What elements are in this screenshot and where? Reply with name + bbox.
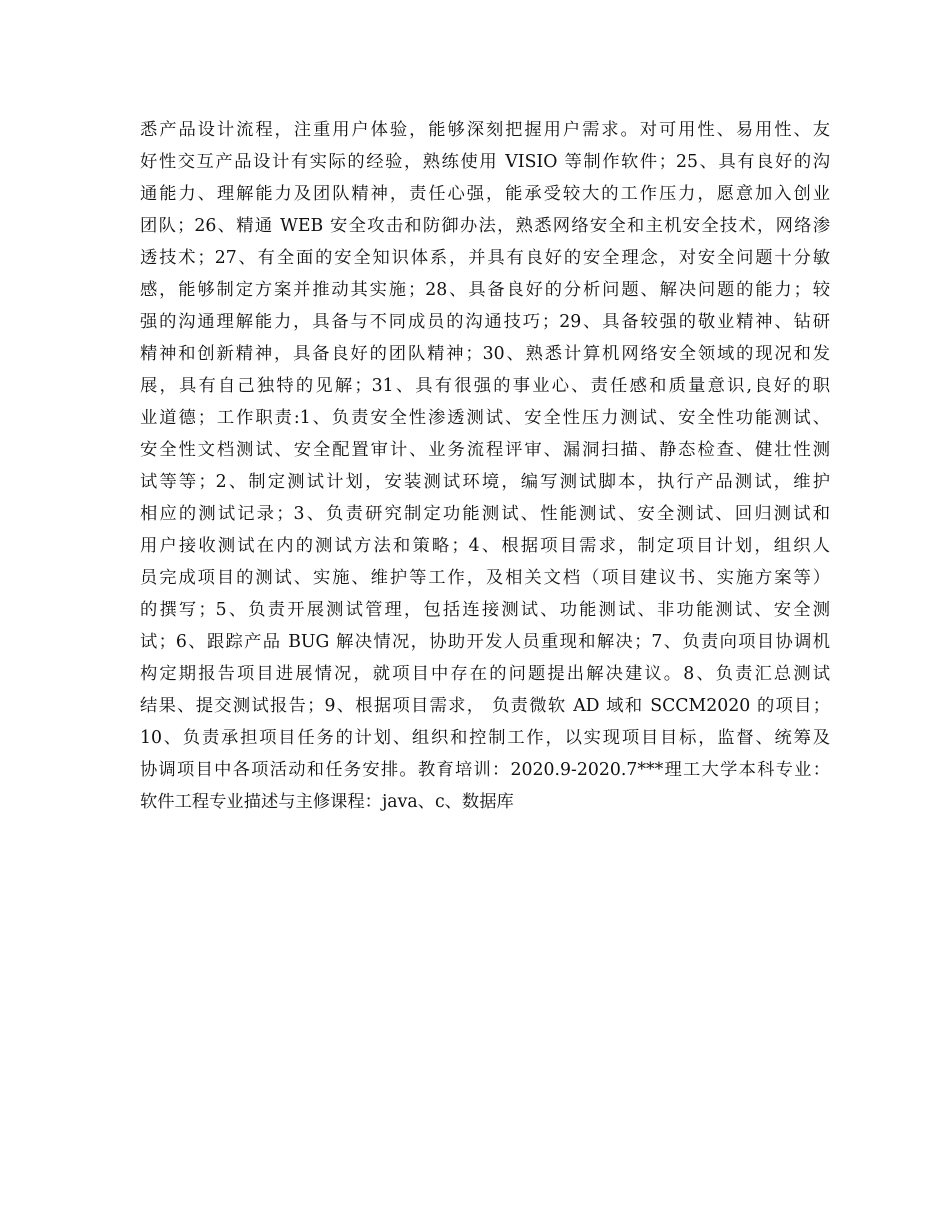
body-paragraph	[140, 114, 830, 818]
text-line: 试；6、跟踪产品 BUG 解决情况，协助开发人员重现和解决；7、负责向项目协调机	[140, 632, 830, 652]
text-line: 员完成项目的测试、实施、维护等工作，及相关文档（项目建议书、实施方案等）	[140, 568, 830, 588]
text-line: 展，具有自己独特的见解；31、具有很强的事业心、责任感和质量意识,良好的职	[140, 376, 830, 396]
text-line: 透技术；27、有全面的安全知识体系，并具有良好的安全理念，对安全问题十分敏	[140, 248, 830, 268]
text-line: 团队；26、精通 WEB 安全攻击和防御办法，熟悉网络安全和主机安全技术，网络渗	[140, 216, 830, 236]
text-line: 试等等；2、制定测试计划，安装测试环境，编写测试脚本，执行产品测试，维护	[140, 472, 830, 492]
text-line: 结果、提交测试报告；9、根据项目需求， 负责微软 AD 域和 SCCM2020 的项目；	[140, 696, 830, 716]
text-line: 协调项目中各项活动和任务安排。教育培训：2020.9-2020.7***理工大学本科专业：	[140, 760, 830, 780]
text-line: 精神和创新精神，具备良好的团队精神；30、熟悉计算机网络安全领域的现况和发	[140, 344, 830, 364]
text-line-last: 软件工程专业描述与主修课程：java、c、数据库	[140, 792, 514, 812]
text-line: 的撰写；5、负责开展测试管理，包括连接测试、功能测试、非功能测试、安全测	[140, 600, 830, 620]
text-line: 业道德；工作职责:1、负责安全性渗透测试、安全性压力测试、安全性功能测试、	[140, 408, 830, 428]
text-line: 强的沟通理解能力，具备与不同成员的沟通技巧；29、具备较强的敬业精神、钻研	[140, 312, 830, 332]
text-line: 构定期报告项目进展情况，就项目中存在的问题提出解决建议。8、负责汇总测试	[140, 664, 830, 684]
text-line: 相应的测试记录；3、负责研究制定功能测试、性能测试、安全测试、回归测试和	[140, 504, 830, 524]
text-line: 安全性文档测试、安全配置审计、业务流程评审、漏洞扫描、静态检查、健壮性测	[140, 440, 830, 460]
text-line: 感，能够制定方案并推动其实施；28、具备良好的分析问题、解决问题的能力；较	[140, 280, 830, 300]
text-line: 好性交互产品设计有实际的经验，熟练使用 VISIO 等制作软件；25、具有良好的沟	[140, 152, 830, 172]
text-line: 悉产品设计流程，注重用户体验，能够深刻把握用户需求。对可用性、易用性、友	[140, 120, 830, 140]
text-line: 用户接收测试在内的测试方法和策略；4、根据项目需求，制定项目计划，组织人	[140, 536, 830, 556]
text-line: 10、负责承担项目任务的计划、组织和控制工作，以实现项目目标，监督、统筹及	[140, 728, 830, 748]
text-line: 通能力、理解能力及团队精神，责任心强，能承受较大的工作压力，愿意加入创业	[140, 184, 830, 204]
